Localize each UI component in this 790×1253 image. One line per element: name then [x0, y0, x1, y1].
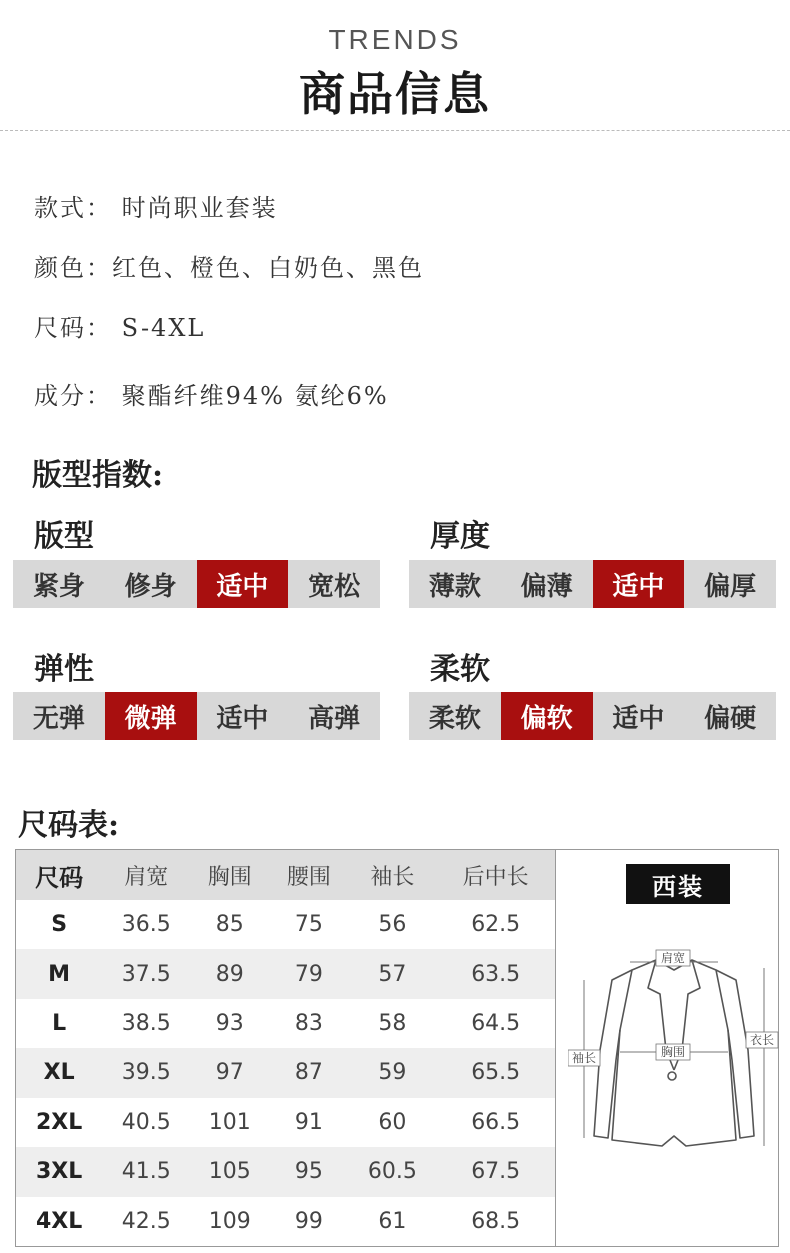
info-size: 尺码： S-4XL [34, 314, 206, 342]
table-cell: 60 [378, 1109, 407, 1135]
size-table [16, 850, 555, 1246]
length-label: 衣长 [749, 1033, 775, 1047]
column-header: 尺码 [16, 850, 102, 900]
table-cell: 59 [348, 1048, 436, 1097]
table-row [16, 1147, 555, 1196]
table-cell: 85 [215, 912, 244, 938]
scale-option-selected: 微弹 [105, 692, 197, 740]
fit-index-heading: 版型指数: [32, 458, 164, 493]
size-chart-heading: 尺码表: [18, 808, 120, 843]
fit-group-title: 版型 [34, 519, 94, 554]
scale-option: 无弹 [32, 703, 85, 734]
scale-option: 柔软 [428, 703, 481, 734]
table-cell: 60.5 [348, 1147, 436, 1196]
table-cell: 75 [294, 912, 323, 938]
column-header: 肩宽 [102, 850, 190, 900]
fit-scale [13, 692, 380, 740]
table-cell: 109 [208, 1208, 251, 1234]
info-style: 款式： 时尚职业套装 [34, 194, 278, 222]
table-cell: 40.5 [121, 1109, 171, 1135]
scale-option: 薄款 [428, 571, 481, 602]
fit-scale [409, 560, 776, 608]
table-cell: 97 [190, 1048, 269, 1097]
scale-option: 紧身 [32, 571, 85, 602]
scale-option-selected: 偏软 [501, 692, 593, 740]
table-row [16, 900, 555, 949]
table-cell: 101 [208, 1109, 251, 1135]
table-cell: 36.5 [121, 912, 171, 938]
scale-option-selected: 适中 [197, 560, 289, 608]
table-cell: 65.5 [436, 1048, 555, 1097]
garment-label: 西装 [626, 864, 730, 904]
divider [0, 130, 790, 131]
eyebrow-text: TRENDS [328, 24, 462, 55]
shoulder-label: 肩宽 [660, 951, 686, 965]
table-cell: 99 [294, 1208, 323, 1234]
column-header: 袖长 [348, 850, 436, 900]
table-cell: M [16, 949, 102, 998]
table-cell: XL [16, 1048, 102, 1097]
table-cell: 37.5 [102, 949, 190, 998]
table-cell: 61 [378, 1208, 407, 1234]
info-material: 成分： 聚酯纤维94% 氨纶6% [34, 382, 389, 410]
table-cell: 87 [269, 1048, 348, 1097]
table-cell: 38.5 [121, 1011, 171, 1037]
sleeve-label: 袖长 [571, 1051, 597, 1065]
table-row [16, 999, 555, 1048]
table-row [16, 1197, 555, 1246]
table-cell: 79 [269, 949, 348, 998]
table-cell: 68.5 [471, 1208, 521, 1234]
table-cell: 83 [294, 1011, 323, 1037]
garment-diagram-pane [555, 850, 778, 1246]
scale-option: 偏薄 [520, 571, 573, 602]
table-row [16, 1098, 555, 1147]
scale-option-selected: 适中 [593, 560, 685, 608]
table-cell: 64.5 [471, 1011, 521, 1037]
table-cell: 63.5 [436, 949, 555, 998]
table-cell: 2XL [35, 1109, 83, 1135]
table-cell: 3XL [16, 1147, 102, 1196]
scale-option: 宽松 [308, 571, 361, 602]
info-color: 颜色：红色、橙色、白奶色、黑色 [34, 254, 424, 282]
column-header: 胸围 [190, 850, 269, 900]
fit-group-title: 厚度 [430, 519, 490, 554]
scale-option: 偏硬 [704, 703, 757, 734]
table-cell: 4XL [35, 1208, 83, 1234]
scale-option: 高弹 [308, 703, 361, 734]
fit-scale [13, 560, 380, 608]
table-cell: 56 [378, 912, 407, 938]
fit-group-title: 弹性 [34, 652, 94, 687]
suit-diagram [568, 940, 780, 1160]
scale-option: 修身 [124, 571, 177, 602]
table-cell: 89 [190, 949, 269, 998]
scale-option: 适中 [612, 703, 665, 734]
table-cell: L [52, 1011, 67, 1037]
chest-label: 胸围 [660, 1045, 686, 1059]
button-mark [668, 1072, 676, 1080]
column-header: 后中长 [436, 850, 555, 900]
table-cell: 58 [378, 1011, 407, 1037]
size-chart [15, 849, 779, 1247]
table-cell: 93 [215, 1011, 244, 1037]
page-title: 商品信息 [299, 67, 491, 121]
column-header: 腰围 [269, 850, 348, 900]
table-cell: 105 [190, 1147, 269, 1196]
table-row [16, 1048, 555, 1097]
table-row [16, 949, 555, 998]
table-cell: 67.5 [436, 1147, 555, 1196]
table-cell: 95 [269, 1147, 348, 1196]
table-cell: 62.5 [471, 912, 521, 938]
scale-option: 适中 [216, 703, 269, 734]
table-cell: 57 [348, 949, 436, 998]
fit-scale [409, 692, 776, 740]
table-header-row [16, 850, 555, 900]
table-cell: 42.5 [121, 1208, 171, 1234]
scale-option: 偏厚 [704, 571, 757, 602]
fit-group-title: 柔软 [430, 652, 490, 687]
table-cell: 39.5 [102, 1048, 190, 1097]
table-cell: 91 [294, 1109, 323, 1135]
table-cell: 66.5 [471, 1109, 521, 1135]
table-cell: 41.5 [102, 1147, 190, 1196]
table-cell: S [51, 912, 68, 938]
